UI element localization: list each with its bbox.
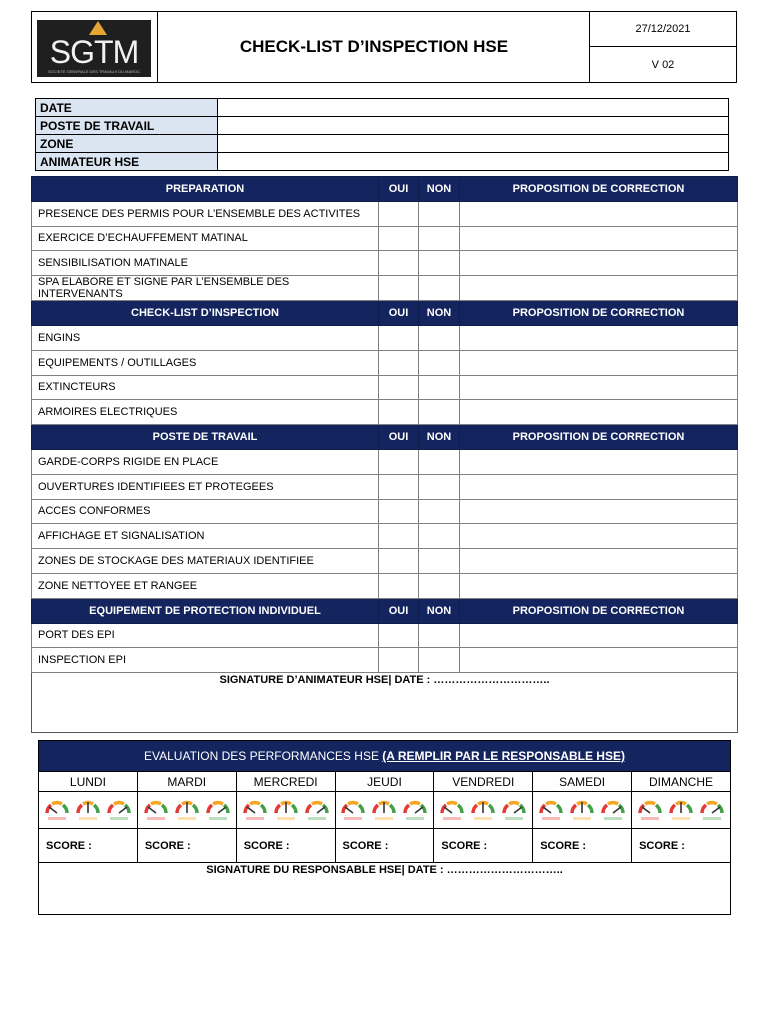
score-field[interactable]: SCORE :: [137, 829, 236, 863]
correction-cell[interactable]: [460, 499, 738, 524]
info-label: POSTE DE TRAVAIL: [36, 117, 218, 135]
checklist-item-label: ACCES CONFORMES: [32, 499, 379, 524]
checklist-table: [31, 176, 738, 733]
gauge-cell: [533, 792, 632, 829]
checklist-row: [32, 449, 738, 474]
non-cell[interactable]: [419, 449, 460, 474]
gauge-cell: [632, 792, 731, 829]
checklist-item-label: ZONES DE STOCKAGE DES MATERIAUX IDENTIFIEE: [32, 549, 379, 574]
gauge-set: [237, 797, 335, 823]
column-non: NON: [419, 177, 460, 202]
column-oui: OUI: [379, 177, 419, 202]
checklist-row: [32, 499, 738, 524]
document-meta: [589, 12, 736, 82]
day-label: SAMEDI: [533, 772, 632, 792]
non-cell[interactable]: [419, 573, 460, 598]
gauge-cell: [39, 792, 138, 829]
checklist-item-label: SENSIBILISATION MATINALE: [32, 251, 379, 276]
scores-row: [39, 829, 731, 863]
column-oui: OUI: [379, 425, 419, 450]
score-field[interactable]: SCORE :: [39, 829, 138, 863]
correction-cell[interactable]: [460, 474, 738, 499]
gauge-high-icon[interactable]: [402, 797, 428, 823]
info-label: ANIMATEUR HSE: [36, 153, 218, 171]
gauge-cell: [335, 792, 434, 829]
signature-row: [32, 673, 738, 733]
correction-cell[interactable]: [460, 201, 738, 226]
non-cell[interactable]: [419, 549, 460, 574]
oui-cell[interactable]: [379, 325, 419, 350]
day-label: DIMANCHE: [632, 772, 731, 792]
correction-cell[interactable]: [460, 276, 738, 301]
column-correction: PROPOSITION DE CORRECTION: [460, 177, 738, 202]
info-value-field[interactable]: [218, 135, 729, 153]
oui-cell[interactable]: [379, 449, 419, 474]
oui-cell[interactable]: [379, 648, 419, 673]
section-title: POSTE DE TRAVAIL: [32, 425, 379, 450]
checklist-row: [32, 400, 738, 425]
gauge-set: [533, 797, 631, 823]
checklist-row: [32, 573, 738, 598]
score-field[interactable]: SCORE :: [632, 829, 731, 863]
checklist-item-label: PRESENCE DES PERMIS POUR L’ENSEMBLE DES ACTIVITES: [32, 201, 379, 226]
evaluation-title: [39, 741, 731, 772]
gauge-cell: [434, 792, 533, 829]
info-label: ZONE: [36, 135, 218, 153]
oui-cell[interactable]: [379, 573, 419, 598]
column-correction: PROPOSITION DE CORRECTION: [460, 598, 738, 623]
non-cell[interactable]: [419, 350, 460, 375]
correction-cell[interactable]: [460, 573, 738, 598]
correction-cell[interactable]: [460, 623, 738, 648]
gauge-low-icon[interactable]: [439, 797, 465, 823]
gauge-high-icon[interactable]: [304, 797, 330, 823]
gauge-high-icon[interactable]: [699, 797, 725, 823]
oui-cell[interactable]: [379, 375, 419, 400]
gauge-mid-icon[interactable]: [371, 797, 397, 823]
non-cell[interactable]: [419, 201, 460, 226]
score-field[interactable]: SCORE :: [533, 829, 632, 863]
non-cell[interactable]: [419, 524, 460, 549]
gauge-low-icon[interactable]: [538, 797, 564, 823]
non-cell[interactable]: [419, 499, 460, 524]
signature-responsable-field[interactable]: SIGNATURE DU RESPONSABLE HSE| DATE : …………………………..: [39, 863, 731, 915]
oui-cell[interactable]: [379, 226, 419, 251]
non-cell[interactable]: [419, 325, 460, 350]
checklist-row: [32, 524, 738, 549]
section-header: [32, 301, 738, 326]
gauge-high-icon[interactable]: [106, 797, 132, 823]
section-header: [32, 425, 738, 450]
checklist-row: [32, 350, 738, 375]
info-table: [35, 98, 729, 171]
correction-cell[interactable]: [460, 251, 738, 276]
section-title: PREPARATION: [32, 177, 379, 202]
checklist-item-label: ARMOIRES ELECTRIQUES: [32, 400, 379, 425]
document-title: CHECK-LIST D’INSPECTION HSE: [239, 37, 509, 56]
checklist-item-label: ZONE NETTOYEE ET RANGEE: [32, 573, 379, 598]
column-non: NON: [419, 598, 460, 623]
info-row: [36, 153, 729, 171]
day-label: JEUDI: [335, 772, 434, 792]
gauge-low-icon[interactable]: [242, 797, 268, 823]
gauge-mid-icon[interactable]: [569, 797, 595, 823]
non-cell[interactable]: [419, 623, 460, 648]
checklist-row: [32, 276, 738, 301]
checklist-row: [32, 549, 738, 574]
day-label: MARDI: [137, 772, 236, 792]
evaluation-title-text: EVALUATION DES PERFORMANCES HSE: [144, 749, 383, 763]
info-value-field[interactable]: [218, 117, 729, 135]
days-row: [39, 772, 731, 792]
checklist-item-label: EXTINCTEURS: [32, 375, 379, 400]
document-version: V 02: [651, 58, 675, 71]
info-row: [36, 117, 729, 135]
gauge-low-icon[interactable]: [340, 797, 366, 823]
correction-cell[interactable]: [460, 648, 738, 673]
correction-cell[interactable]: [460, 400, 738, 425]
checklist-item-label: EXERCICE D’ECHAUFFEMENT MATINAL: [32, 226, 379, 251]
gauge-high-icon[interactable]: [205, 797, 231, 823]
logo-text: SGTM: [49, 34, 139, 70]
correction-cell[interactable]: [460, 226, 738, 251]
checklist-row: [32, 201, 738, 226]
oui-cell[interactable]: [379, 474, 419, 499]
checklist-row: [32, 648, 738, 673]
non-cell[interactable]: [419, 375, 460, 400]
gauge-low-icon[interactable]: [143, 797, 169, 823]
score-field[interactable]: SCORE :: [236, 829, 335, 863]
gauge-high-icon[interactable]: [600, 797, 626, 823]
oui-cell[interactable]: [379, 524, 419, 549]
info-value-field[interactable]: [218, 153, 729, 171]
correction-cell[interactable]: [460, 549, 738, 574]
checklist-item-label: PORT DES EPI: [32, 623, 379, 648]
signature-animateur-field[interactable]: SIGNATURE D’ANIMATEUR HSE| DATE : …………………………..: [32, 673, 738, 733]
evaluation-signature-row: [39, 863, 731, 915]
logo-cell: [32, 12, 158, 82]
checklist-row: [32, 325, 738, 350]
correction-cell[interactable]: [460, 375, 738, 400]
oui-cell[interactable]: [379, 623, 419, 648]
gauge-set: [632, 797, 730, 823]
correction-cell[interactable]: [460, 350, 738, 375]
column-oui: OUI: [379, 598, 419, 623]
document-header: [31, 11, 737, 83]
logo-subtitle: SOCIETE GENERALE DES TRAVAUX DU MAROC: [47, 69, 141, 74]
oui-cell[interactable]: [379, 499, 419, 524]
info-value-field[interactable]: [218, 99, 729, 117]
info-row: [36, 135, 729, 153]
checklist-row: [32, 251, 738, 276]
oui-cell[interactable]: [379, 400, 419, 425]
info-label: DATE: [36, 99, 218, 117]
checklist-item-label: GARDE-CORPS RIGIDE EN PLACE: [32, 449, 379, 474]
info-row: [36, 99, 729, 117]
oui-cell[interactable]: [379, 549, 419, 574]
gauge-mid-icon[interactable]: [470, 797, 496, 823]
checklist-item-label: ENGINS: [32, 325, 379, 350]
checklist-item-label: INSPECTION EPI: [32, 648, 379, 673]
section-title: CHECK-LIST D’INSPECTION: [32, 301, 379, 326]
oui-cell[interactable]: [379, 350, 419, 375]
gauge-set: [39, 797, 137, 823]
non-cell[interactable]: [419, 400, 460, 425]
checklist-row: [32, 474, 738, 499]
column-non: NON: [419, 425, 460, 450]
gauge-set: [336, 797, 434, 823]
checklist-row: [32, 226, 738, 251]
gauge-low-icon[interactable]: [44, 797, 70, 823]
gauge-set: [138, 797, 236, 823]
oui-cell[interactable]: [379, 251, 419, 276]
checklist-item-label: SPA ELABORE ET SIGNE PAR L’ENSEMBLE DES INTERVENANTS: [32, 276, 379, 301]
company-logo: [37, 20, 151, 77]
checklist-row: [32, 375, 738, 400]
section-header: [32, 177, 738, 202]
gauge-cell: [137, 792, 236, 829]
non-cell[interactable]: [419, 276, 460, 301]
non-cell[interactable]: [419, 251, 460, 276]
column-oui: OUI: [379, 301, 419, 326]
gauge-mid-icon[interactable]: [174, 797, 200, 823]
gauge-mid-icon[interactable]: [75, 797, 101, 823]
day-label: LUNDI: [39, 772, 138, 792]
document-date: 27/12/2021: [590, 12, 736, 47]
checklist-item-label: OUVERTURES IDENTIFIEES ET PROTEGEES: [32, 474, 379, 499]
column-correction: PROPOSITION DE CORRECTION: [460, 301, 738, 326]
non-cell[interactable]: [419, 226, 460, 251]
oui-cell[interactable]: [379, 276, 419, 301]
gauge-mid-icon[interactable]: [273, 797, 299, 823]
correction-cell[interactable]: [460, 524, 738, 549]
checklist-item-label: EQUIPEMENTS / OUTILLAGES: [32, 350, 379, 375]
oui-cell[interactable]: [379, 201, 419, 226]
score-field[interactable]: SCORE :: [434, 829, 533, 863]
logo-triangle-icon: [89, 21, 107, 35]
day-label: VENDREDI: [434, 772, 533, 792]
evaluation-header: [39, 741, 731, 772]
section-header: [32, 598, 738, 623]
correction-cell[interactable]: [460, 325, 738, 350]
gauges-row: [39, 792, 731, 829]
checklist-row: [32, 623, 738, 648]
column-correction: PROPOSITION DE CORRECTION: [460, 425, 738, 450]
day-label: MERCREDI: [236, 772, 335, 792]
checklist-item-label: AFFICHAGE ET SIGNALISATION: [32, 524, 379, 549]
gauge-cell: [236, 792, 335, 829]
evaluation-table: [38, 740, 731, 915]
gauge-low-icon[interactable]: [637, 797, 663, 823]
score-field[interactable]: SCORE :: [335, 829, 434, 863]
column-non: NON: [419, 301, 460, 326]
gauge-set: [434, 797, 532, 823]
gauge-mid-icon[interactable]: [668, 797, 694, 823]
gauge-high-icon[interactable]: [501, 797, 527, 823]
evaluation-title-note: (A REMPLIR PAR LE RESPONSABLE HSE): [382, 749, 625, 763]
section-title: EQUIPEMENT DE PROTECTION INDIVIDUEL: [32, 598, 379, 623]
correction-cell[interactable]: [460, 449, 738, 474]
non-cell[interactable]: [419, 648, 460, 673]
non-cell[interactable]: [419, 474, 460, 499]
